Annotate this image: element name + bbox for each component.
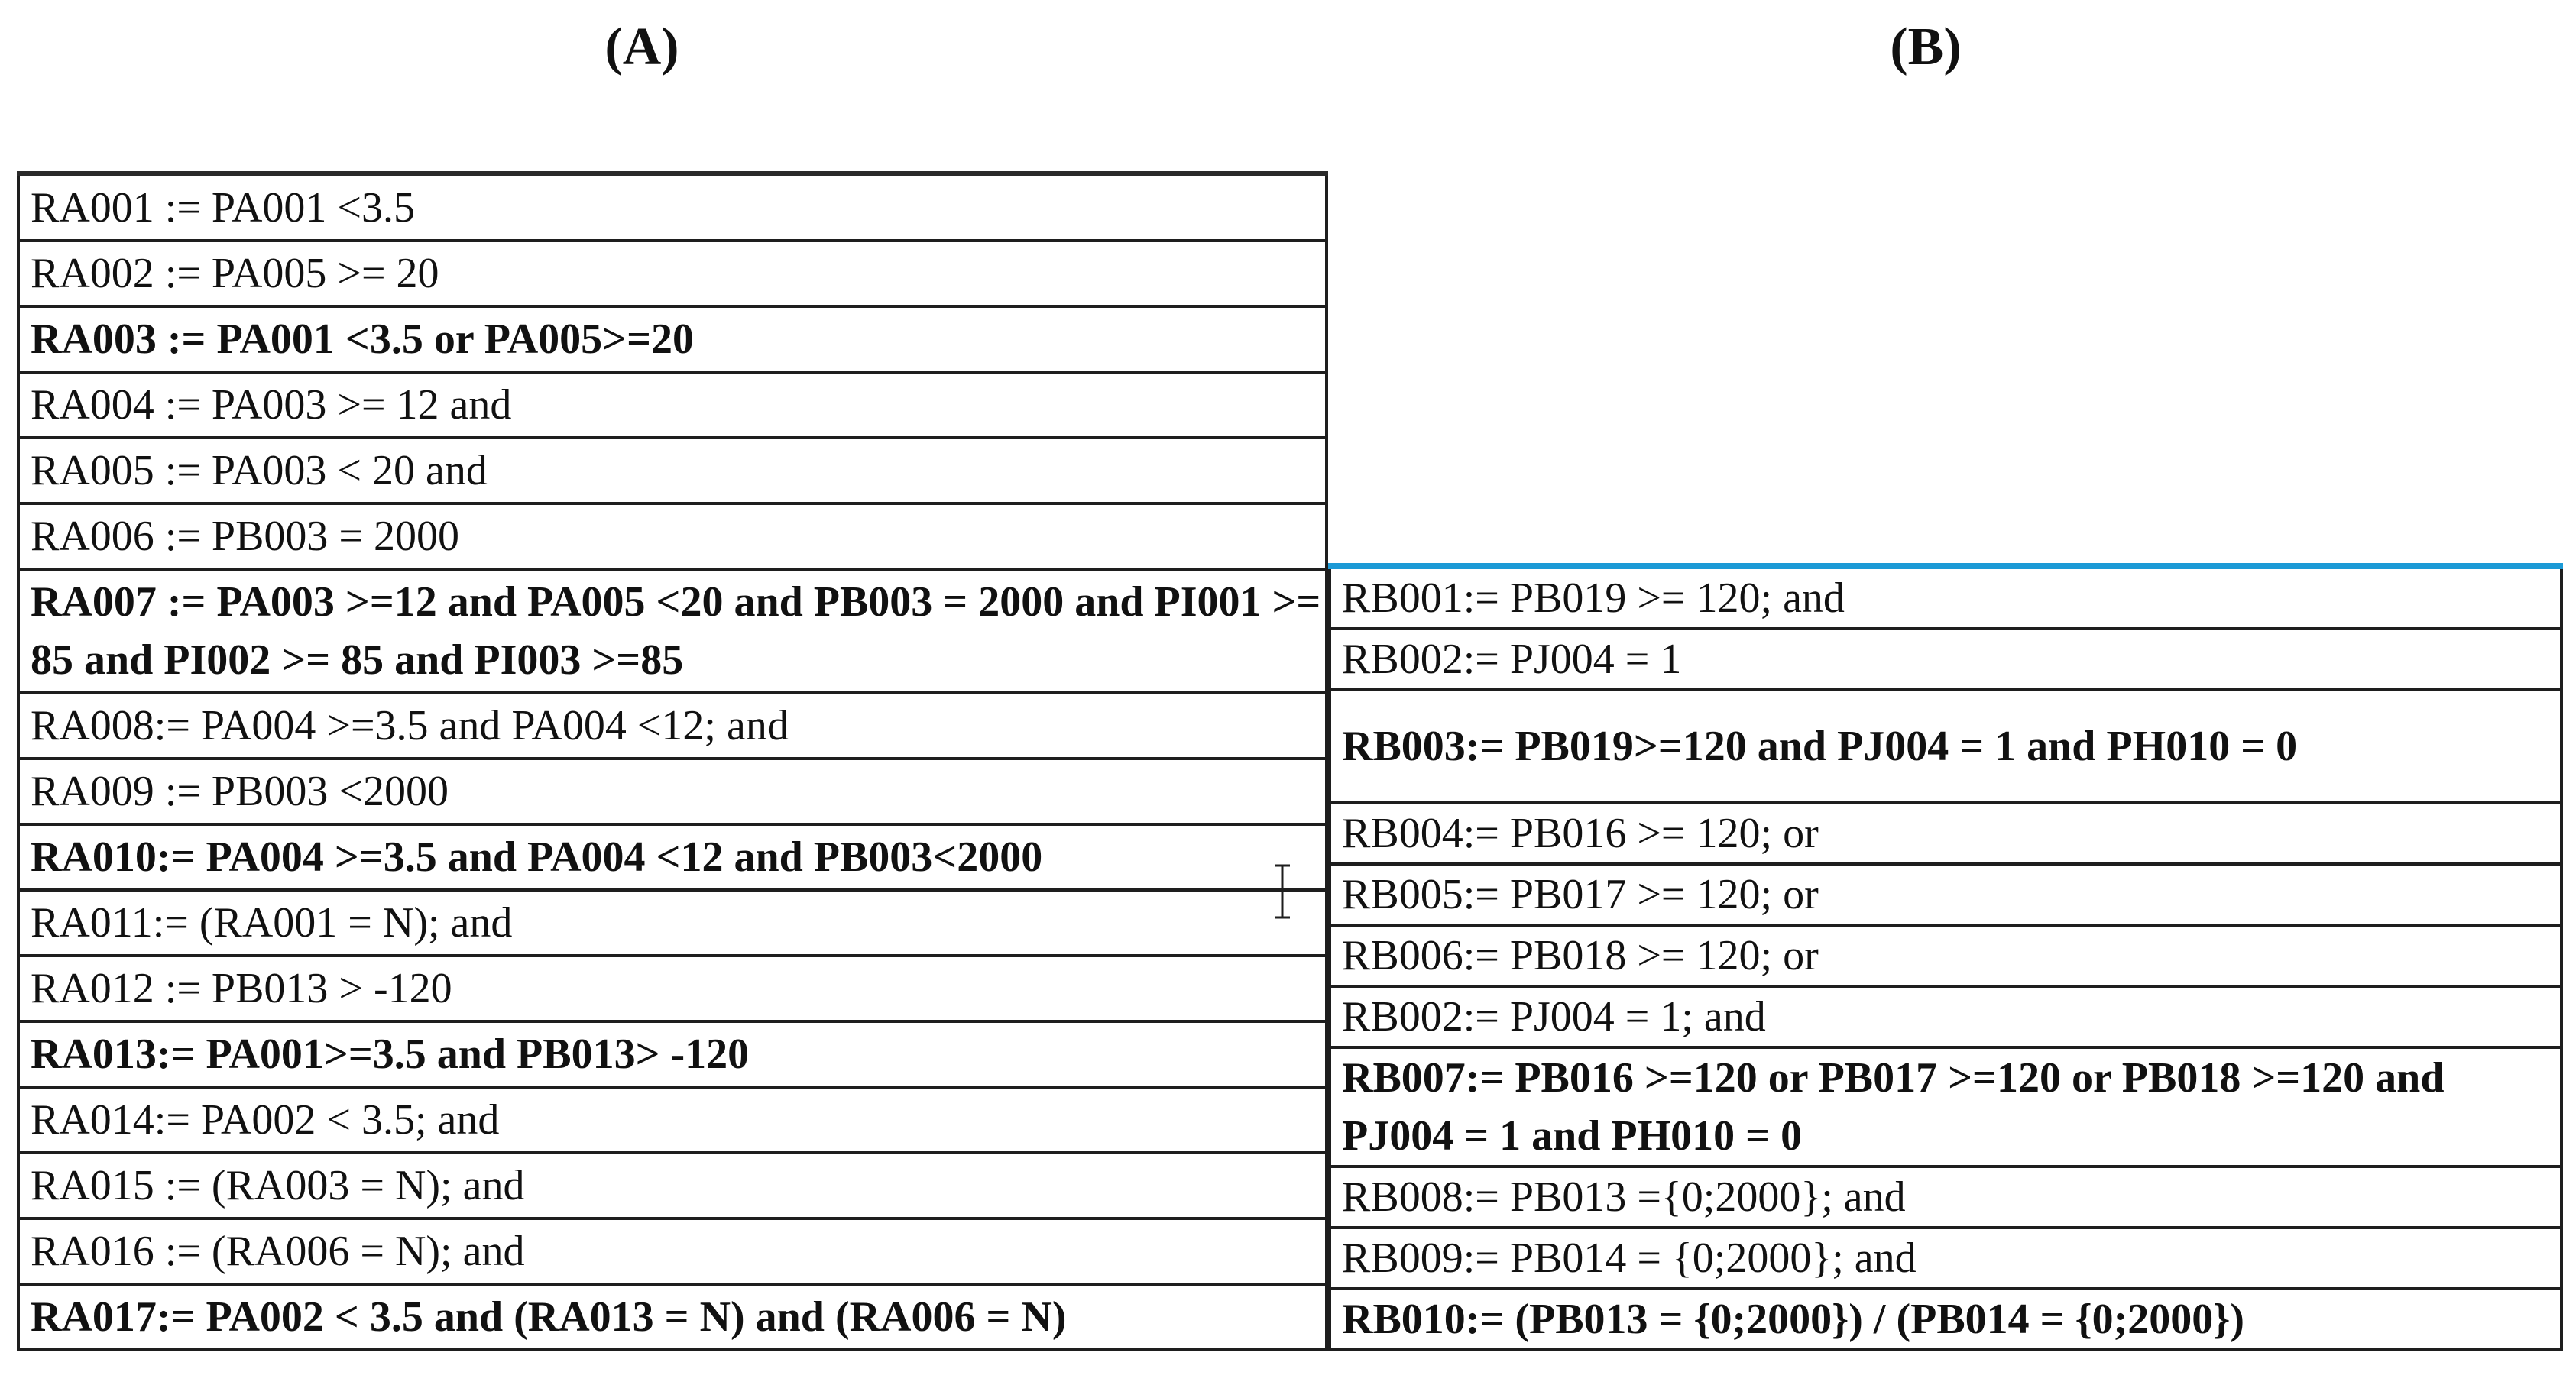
rule-cell: RA002 := PA005 >= 20 <box>18 241 1327 306</box>
table-row <box>18 1153 1327 1218</box>
rule-cell: RA006 := PB003 = 2000 <box>18 503 1327 569</box>
table-row <box>18 956 1327 1021</box>
rule-cell: RA007 := PA003 >=12 and PA005 <20 and PB003 = 2000 and PI001 >= 85 and PI002 >= 85 and PI003 >=85 <box>18 569 1327 693</box>
rule-cell: RB002:= PJ004 = 1 <box>1330 629 2561 690</box>
table-row <box>18 1284 1327 1350</box>
table-row <box>1330 864 2561 925</box>
table-row <box>1330 690 2561 803</box>
rule-cell: RA008:= PA004 >=3.5 and PA004 <12; and <box>18 693 1327 759</box>
table-row <box>18 1087 1327 1153</box>
table-row <box>18 759 1327 824</box>
rule-cell: RA014:= PA002 < 3.5; and <box>18 1087 1327 1153</box>
rule-cell: RA017:= PA002 < 3.5 and (RA013 = N) and (RA006 = N) <box>18 1284 1327 1350</box>
rule-cell: RB004:= PB016 >= 120; or <box>1330 803 2561 864</box>
table-row <box>18 241 1327 306</box>
table-row <box>1330 629 2561 690</box>
rule-cell: RA005 := PA003 < 20 and <box>18 438 1327 503</box>
text-cursor-icon <box>1272 863 1293 920</box>
table-row <box>18 824 1327 890</box>
rule-cell: RA011:= (RA001 = N); and <box>18 890 1327 956</box>
rule-cell: RB002:= PJ004 = 1; and <box>1330 986 2561 1047</box>
rule-cell: RA004 := PA003 >= 12 and <box>18 372 1327 438</box>
rule-cell: RB003:= PB019>=120 and PJ004 = 1 and PH010 = 0 <box>1330 690 2561 803</box>
table-row <box>18 438 1327 503</box>
rule-cell: RB005:= PB017 >= 120; or <box>1330 864 2561 925</box>
rule-cell: RB001:= PB019 >= 120; and <box>1330 566 2561 629</box>
rule-cell: RB010:= (PB013 = {0;2000}) / (PB014 = {0;2000}) <box>1330 1289 2561 1350</box>
panel-a-label: (A) <box>604 18 679 76</box>
table-row <box>1330 925 2561 986</box>
rule-cell: RA012 := PB013 > -120 <box>18 956 1327 1021</box>
table-row <box>1330 1228 2561 1289</box>
rule-cell: RA009 := PB003 <2000 <box>18 759 1327 824</box>
rules-table-a <box>17 171 1328 1351</box>
rule-cell: RA016 := (RA006 = N); and <box>18 1218 1327 1284</box>
rule-cell: RA003 := PA001 <3.5 or PA005>=20 <box>18 306 1327 372</box>
rule-cell: RB009:= PB014 = {0;2000}; and <box>1330 1228 2561 1289</box>
rule-cell: RA013:= PA001>=3.5 and PB013> -120 <box>18 1021 1327 1087</box>
table-row <box>18 1021 1327 1087</box>
table-row <box>1330 803 2561 864</box>
table-row <box>18 372 1327 438</box>
table-row <box>18 569 1327 693</box>
table-row <box>1330 1047 2561 1167</box>
rule-cell: RA001 := PA001 <3.5 <box>18 174 1327 241</box>
rule-cell: RB007:= PB016 >=120 or PB017 >=120 or PB018 >=120 and PJ004 = 1 and PH010 = 0 <box>1330 1047 2561 1167</box>
table-row <box>18 693 1327 759</box>
table-row <box>18 174 1327 241</box>
table-row <box>18 890 1327 956</box>
table-row <box>1330 566 2561 629</box>
table-row <box>1330 1289 2561 1350</box>
table-row <box>18 306 1327 372</box>
rules-table-b <box>1328 563 2563 1351</box>
rule-cell: RA015 := (RA003 = N); and <box>18 1153 1327 1218</box>
rule-cell: RA010:= PA004 >=3.5 and PA004 <12 and PB003<2000 <box>18 824 1327 890</box>
table-row <box>1330 1167 2561 1228</box>
panel-b-label: (B) <box>1890 18 1962 76</box>
table-row <box>18 503 1327 569</box>
rule-cell: RB008:= PB013 ={0;2000}; and <box>1330 1167 2561 1228</box>
table-row <box>18 1218 1327 1284</box>
table-row <box>1330 986 2561 1047</box>
rule-cell: RB006:= PB018 >= 120; or <box>1330 925 2561 986</box>
